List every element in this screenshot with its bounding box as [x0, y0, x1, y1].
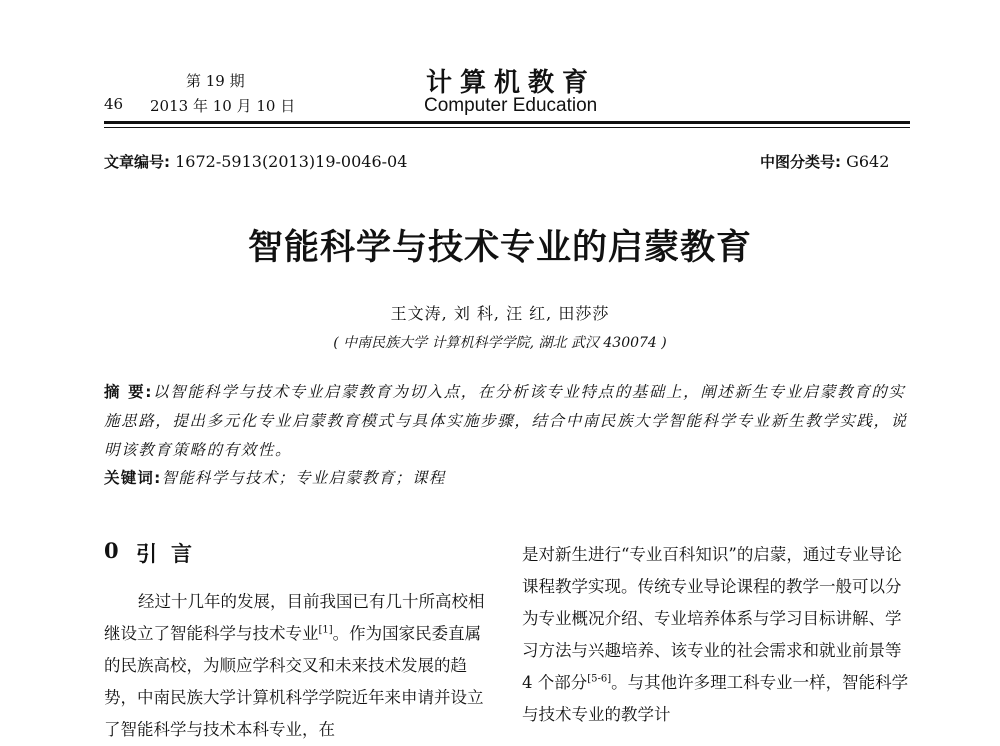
paragraph: [522, 539, 910, 731]
classification-label: 中图分类号:: [760, 153, 841, 171]
page-number: 46: [104, 95, 124, 113]
article-id-value: 1672-5913(2013)19-0046-04: [175, 152, 408, 171]
keywords: [104, 466, 445, 488]
keywords-text: 智能科学与技术；专业启蒙教育；课程: [161, 469, 446, 487]
classification-value: G642: [846, 152, 890, 171]
keywords-label: 关键词:: [104, 469, 162, 487]
article-id-label: 文章编号:: [104, 153, 170, 171]
paragraph: [104, 586, 494, 746]
body-text: 是对新生进行“专业百科知识”的启蒙，通过专业导论课程教学实现。传统专业导论课程的教学一般可以分为专业概况介绍、专业培养体系与学习目标讲解、学习方法与兴趣培养、该专业的社会需求和就业前景等 4 个部分: [522, 545, 902, 692]
journal-title-en: Computer Education: [424, 95, 598, 116]
section-number: 0: [104, 538, 119, 563]
abstract-label: 摘 要:: [104, 383, 153, 401]
body-text: 经过十几年的发展，目前我国已有几十所高校相继设立了智能科学与技术专业: [104, 592, 485, 643]
citation: [1]: [318, 624, 333, 636]
abstract: [104, 378, 910, 465]
abstract-text: 以智能科学与技术专业启蒙教育为切入点，在分析该专业特点的基础上，阐述新生专业启蒙教育的实施思路，提出多元化专业启蒙教育模式与具体实施步骤，结合中南民族大学智能科学专业新生教学实践，说明该教育策略的有效性。: [104, 383, 908, 459]
journal-title-cn: 计算机教育: [426, 68, 597, 98]
citation: [5-6]: [587, 673, 612, 685]
classification-number: [760, 151, 889, 172]
body-column-left: [104, 586, 494, 746]
body-column-right: [522, 539, 910, 731]
affiliation: ( 中南民族大学 计算机科学学院, 湖北 武汉 430074 ): [333, 335, 667, 351]
body-text: 。与其他许多理工科专业一样，智能科学与技术专业的教学计: [522, 673, 909, 724]
article-id: [104, 151, 407, 172]
body-text: 。作为国家民委直属的民族高校，为顺应学科交叉和未来技术发展的趋势，中南民族大学计算机科学学院近年来申请并设立了智能科学与技术本科专业，在: [104, 624, 484, 739]
header-rule-thick: [104, 121, 910, 124]
header-rule-thin: [104, 127, 910, 128]
article-title: 智能科学与技术专业的启蒙教育: [247, 228, 752, 268]
authors: 王文涛, 刘 科, 汪 红, 田莎莎: [390, 304, 610, 323]
section-title: 引言: [136, 542, 206, 566]
publication-date: 2013 年 10 月 10 日: [150, 97, 296, 115]
issue-number: 第 19 期: [186, 72, 245, 90]
